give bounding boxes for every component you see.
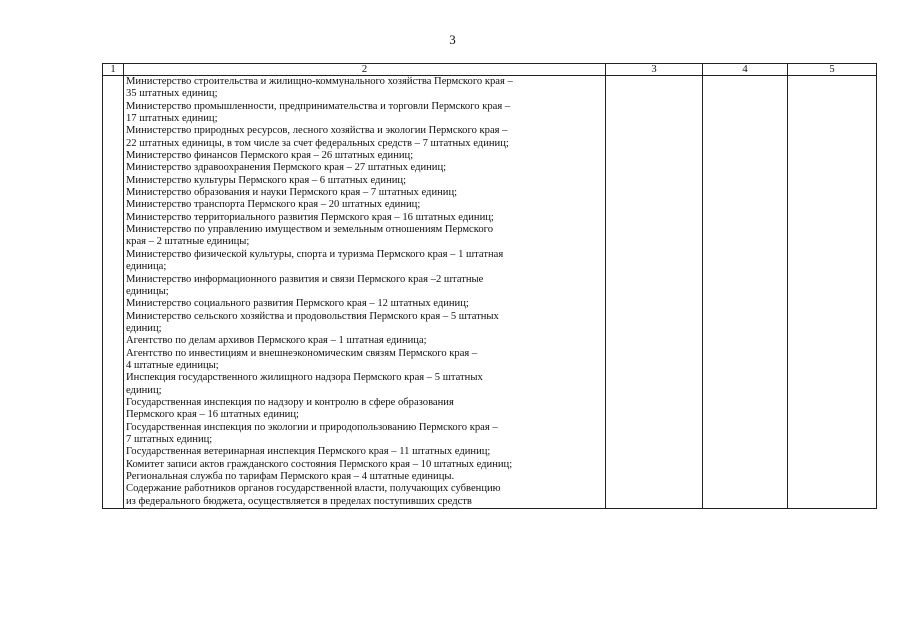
- text-line: Государственная инспекция по экологии и природопользованию Пермского края –: [126, 421, 498, 433]
- table-cell-col5: [788, 76, 877, 509]
- text-line: края – 2 штатные единицы;: [126, 236, 250, 248]
- text-line: Министерство территориального развития Пермского края – 16 штатных единиц;: [126, 211, 494, 223]
- table-cell-col3: [606, 76, 703, 509]
- table-cell-col2: [124, 76, 606, 509]
- text-line: Министерство транспорта Пермского края – 20 штатных единиц;: [126, 199, 421, 211]
- text-line: Министерство информационного развития и связи Пермского края –2 штатные: [126, 273, 484, 285]
- column-header-4: 4: [703, 64, 788, 76]
- text-line: Содержание работников органов государственной власти, получающих субвенцию: [126, 483, 501, 495]
- table-header-row: [103, 64, 877, 76]
- column-header-3: 3: [606, 64, 703, 76]
- text-line: Министерство культуры Пермского края – 6 штатных единиц;: [126, 174, 407, 186]
- text-line: из федерального бюджета, осуществляется в пределах поступивших средств: [126, 495, 472, 507]
- text-line: Министерство сельского хозяйства и продовольствия Пермского края – 5 штатных: [126, 310, 499, 322]
- column-header-2: 2: [124, 64, 606, 76]
- text-line: Министерство природных ресурсов, лесного хозяйства и экологии Пермского края –: [126, 125, 508, 137]
- text-line: 22 штатных единицы, в том числе за счет федеральных средств – 7 штатных единиц;: [126, 137, 509, 149]
- text-line: Министерство физической культуры, спорта и туризма Пермского края – 1 штатная: [126, 248, 504, 260]
- text-line: Министерство по управлению имуществом и земельным отношениям Пермского: [126, 224, 494, 236]
- text-line: 17 штатных единиц;: [126, 113, 218, 125]
- text-line: 35 штатных единиц;: [126, 88, 218, 100]
- text-line: единицы;: [126, 285, 169, 297]
- text-line: Инспекция государственного жилищного надзора Пермского края – 5 штатных: [126, 372, 483, 384]
- text-line: Комитет записи актов гражданского состояния Пермского края – 10 штатных единиц;: [126, 458, 513, 470]
- table-cell-col1: [103, 76, 124, 509]
- document-table: [102, 63, 877, 509]
- page-number: 3: [449, 32, 456, 47]
- table-cell-col4: [703, 76, 788, 509]
- text-line: Агентство по делам архивов Пермского края – 1 штатная единица;: [126, 335, 427, 347]
- text-line: единица;: [126, 261, 167, 273]
- text-line: Министерство финансов Пермского края – 26 штатных единиц;: [126, 150, 414, 162]
- text-line: Агентство по инвестициям и внешнеэкономическим связям Пермского края –: [126, 347, 478, 359]
- text-line: Пермского края – 16 штатных единиц;: [126, 409, 299, 421]
- text-line: Министерство образования и науки Пермского края – 7 штатных единиц;: [126, 187, 458, 199]
- text-line: Государственная ветеринарная инспекция Пермского края – 11 штатных единиц;: [126, 446, 491, 458]
- text-line: Министерство социального развития Пермского края – 12 штатных единиц;: [126, 298, 469, 310]
- text-line: Министерство строительства и жилищно-коммунального хозяйства Пермского края –: [126, 76, 513, 87]
- text-line: единиц;: [126, 384, 162, 396]
- text-line: Государственная инспекция по надзору и контролю в сфере образования: [126, 396, 454, 408]
- text-line: Региональная служба по тарифам Пермского края – 4 штатные единицы.: [126, 471, 455, 482]
- column-header-5: 5: [788, 64, 877, 76]
- text-line: единиц;: [126, 322, 162, 334]
- text-line: Министерство промышленности, предпринимательства и торговли Пермского края –: [126, 100, 511, 112]
- text-line: 4 штатные единицы;: [126, 359, 219, 371]
- text-line: 7 штатных единиц;: [126, 433, 213, 445]
- text-line: Министерство здравоохранения Пермского края – 27 штатных единиц;: [126, 162, 447, 174]
- column-header-1: 1: [103, 64, 124, 76]
- table-row: [103, 76, 877, 509]
